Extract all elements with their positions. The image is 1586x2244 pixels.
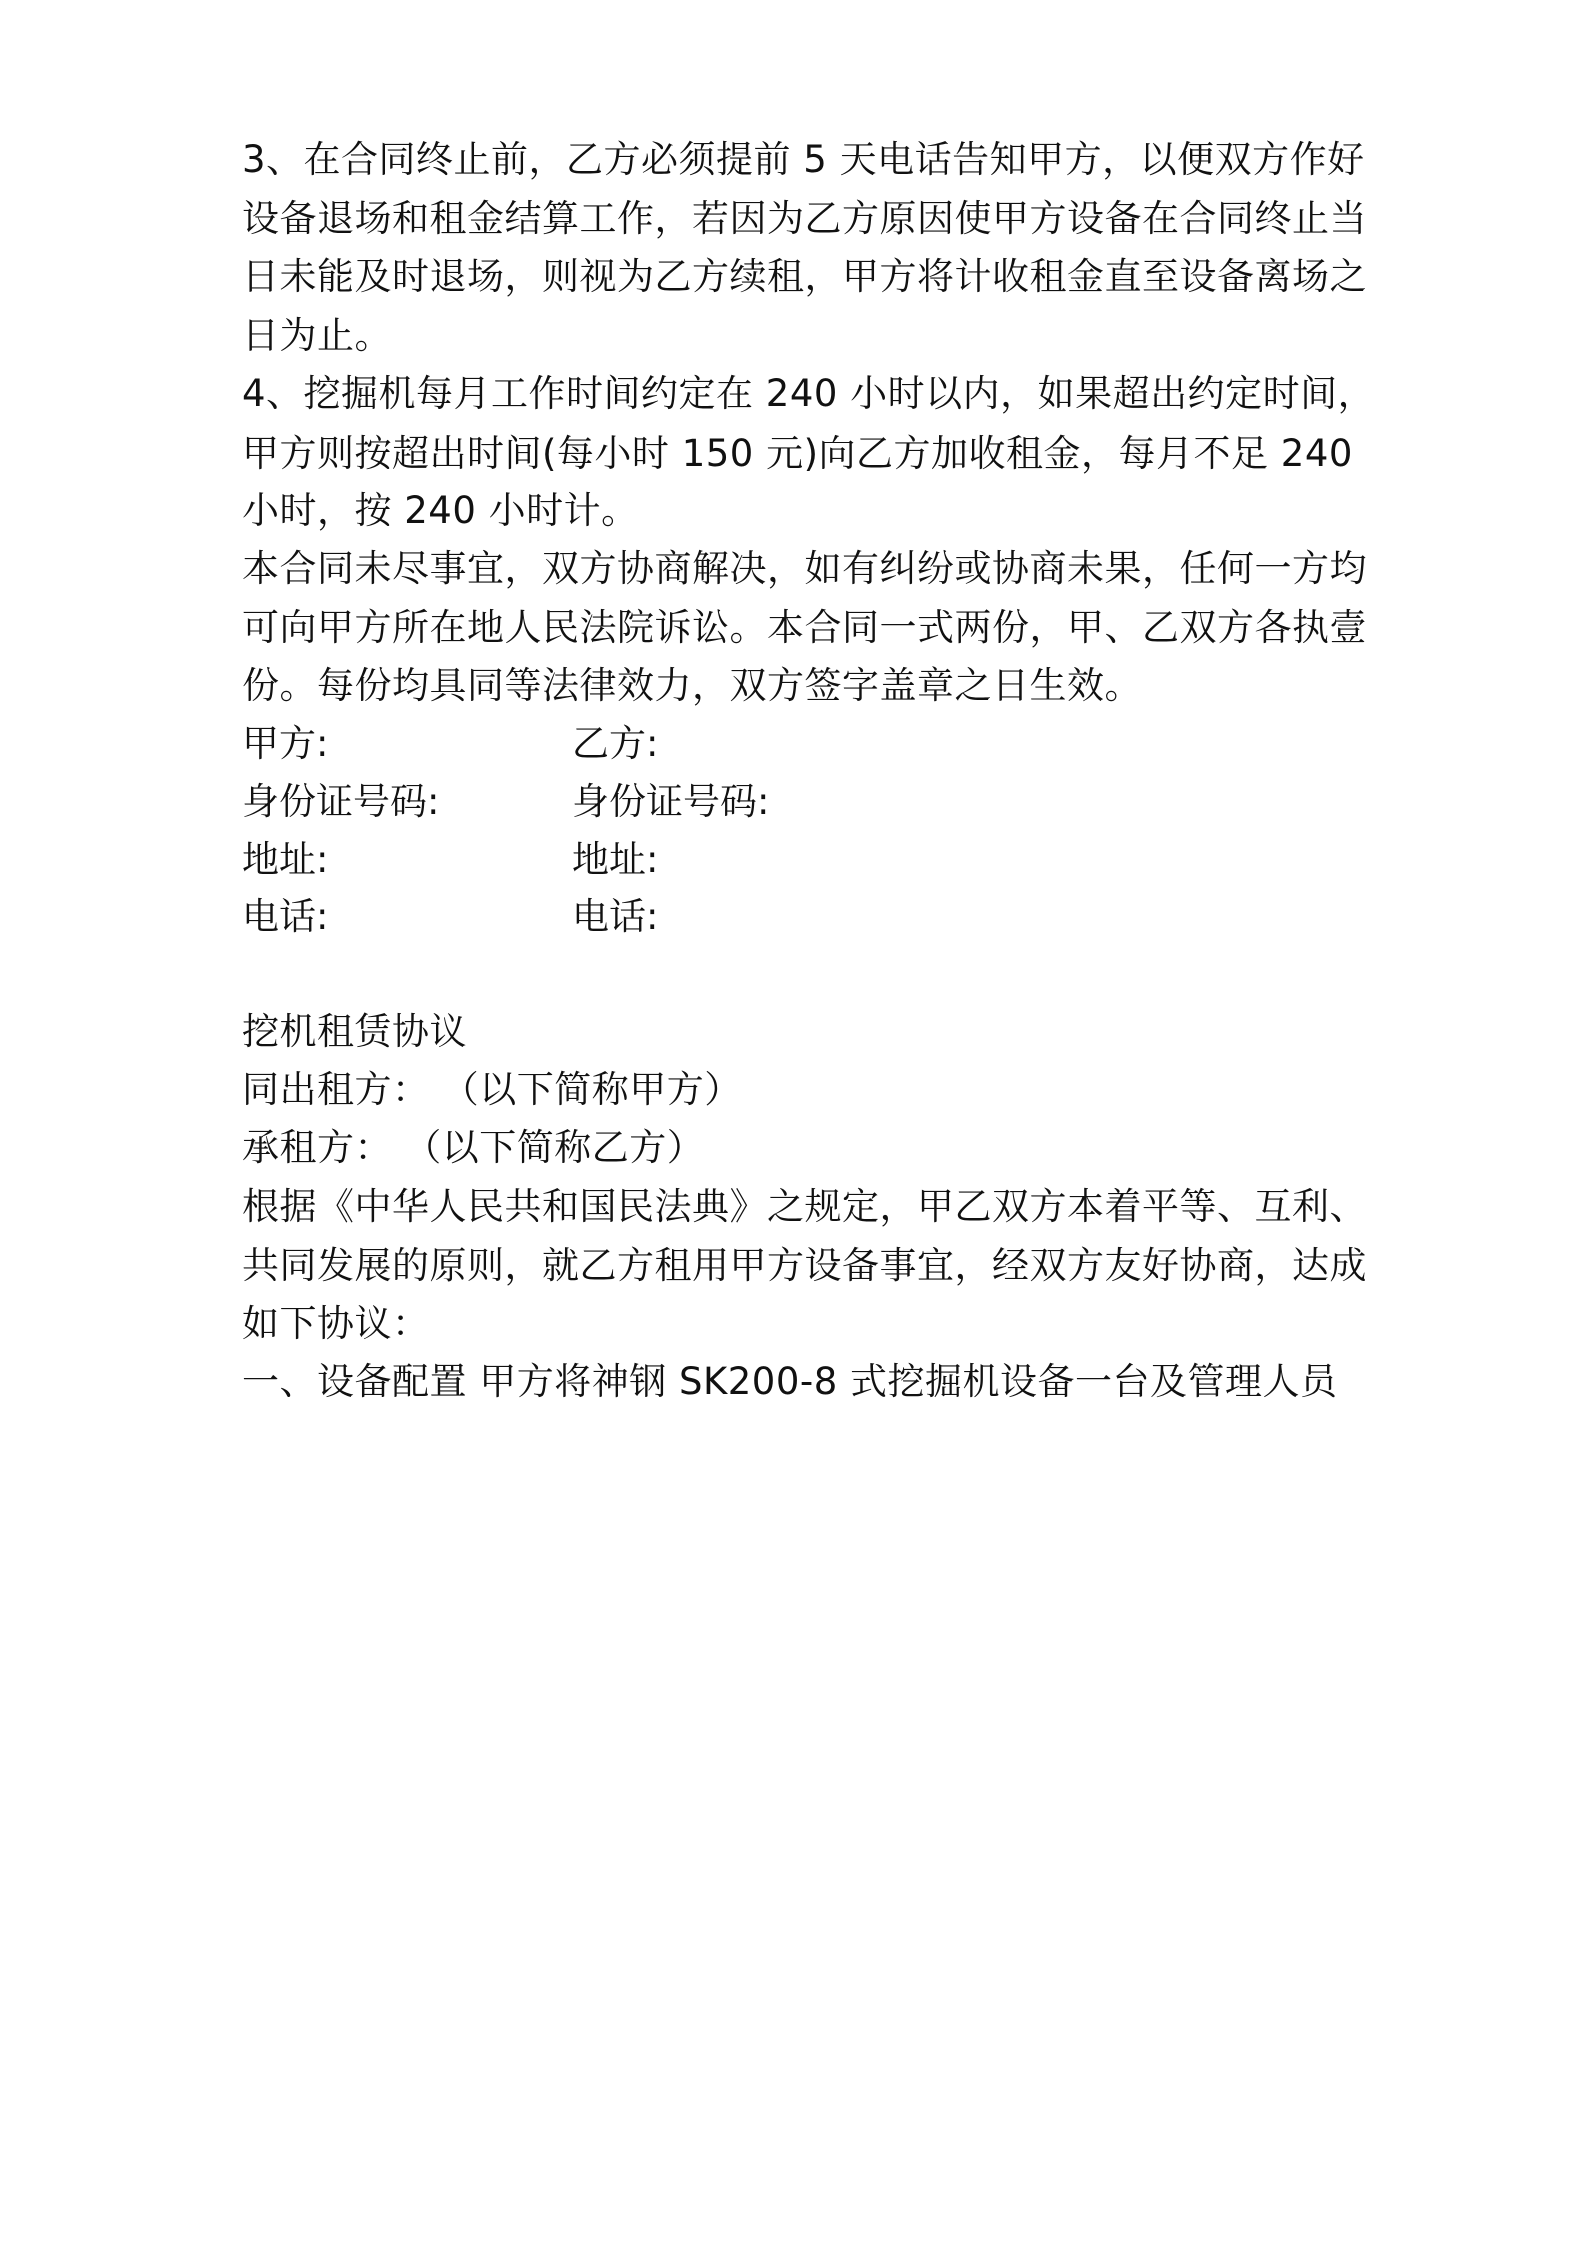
preamble-line-1: 根据《中华人民共和国民法典》之规定，甲乙双方本着平等、互利、 bbox=[242, 1185, 1367, 1228]
address-b-label: 地址: bbox=[572, 838, 659, 881]
address-a-label: 地址: bbox=[242, 838, 329, 881]
party-b-label: 乙方: bbox=[572, 722, 659, 765]
closing-line-1: 本合同未尽事宜，双方协商解决，如有纠纷或协商未果，任何一方均 bbox=[242, 547, 1367, 590]
party-a-label: 甲方: bbox=[242, 722, 329, 765]
id-b-label: 身份证号码: bbox=[572, 780, 770, 823]
clause3-line-2: 设备退场和租金结算工作，若因为乙方原因使甲方设备在合同终止当 bbox=[242, 197, 1367, 240]
phone-b-label: 电话: bbox=[572, 895, 659, 938]
clause3-line-4: 日为止。 bbox=[242, 314, 392, 357]
closing-line-2: 可向甲方所在地人民法院诉讼。本合同一式两份，甲、乙双方各执壹 bbox=[242, 606, 1367, 649]
phone-a-label: 电话: bbox=[242, 895, 329, 938]
clause3-line-1: 3、在合同终止前，乙方必须提前 5 天电话告知甲方，以便双方作好 bbox=[242, 138, 1365, 181]
clause3-line-3: 日未能及时退场，则视为乙方续租，甲方将计收租金直至设备离场之 bbox=[242, 255, 1367, 298]
clause4-line-1: 4、挖掘机每月工作时间约定在 240 小时以内，如果超出约定时间， bbox=[242, 372, 1376, 415]
agreement-title: 挖机租赁协议 bbox=[242, 1010, 467, 1053]
lessor-line: 同出租方： （以下简称甲方） bbox=[242, 1068, 742, 1111]
section1-line: 一、设备配置 甲方将神钢 SK200-8 式挖掘机设备一台及管理人员 bbox=[242, 1360, 1338, 1403]
closing-line-3: 份。每份均具同等法律效力，双方签字盖章之日生效。 bbox=[242, 664, 1142, 707]
lessee-line: 承租方： （以下简称乙方） bbox=[242, 1126, 705, 1169]
id-a-label: 身份证号码: bbox=[242, 780, 440, 823]
clause4-line-2: 甲方则按超出时间(每小时 150 元)向乙方加收租金，每月不足 240 bbox=[242, 432, 1353, 475]
preamble-line-2: 共同发展的原则，就乙方租用甲方设备事宜，经双方友好协商，达成 bbox=[242, 1244, 1367, 1287]
clause4-line-3: 小时，按 240 小时计。 bbox=[242, 489, 639, 532]
preamble-line-3: 如下协议： bbox=[242, 1302, 430, 1345]
